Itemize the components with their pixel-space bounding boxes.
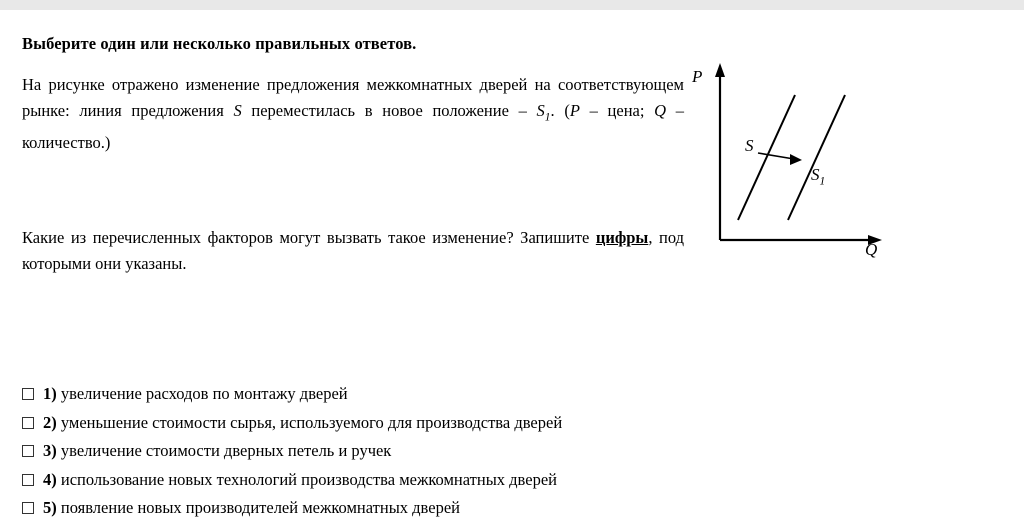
list-item[interactable] bbox=[22, 412, 722, 435]
option-label-1 bbox=[43, 383, 348, 405]
chart-y-axis-label: P bbox=[692, 67, 703, 86]
list-item[interactable] bbox=[22, 440, 722, 463]
option-text-4: использование новых технологий производства межкомнатных дверей bbox=[60, 469, 557, 489]
paragraph1-symbol-s: S bbox=[233, 101, 242, 120]
list-item[interactable] bbox=[22, 383, 722, 406]
chart-label-s1-base: S bbox=[811, 165, 820, 184]
paragraph1-text-part1: На рисунке отражено изменение предложения межкомнатных дверей на соответствующем рынке: линия предложения bbox=[22, 75, 684, 120]
option-number-3: 3) bbox=[43, 441, 57, 460]
option-label-4 bbox=[43, 469, 557, 491]
paragraph1-text-part2: переместилась в новое положение – bbox=[241, 101, 537, 120]
option-number-5: 5) bbox=[43, 498, 57, 517]
option-label-2 bbox=[43, 412, 562, 434]
paragraph2-text-part2: , под которыми они указаны. bbox=[22, 228, 684, 273]
paragraph1-symbol-p: P bbox=[569, 101, 580, 120]
task-instruction: Выберите один или несколько правильных ответов. bbox=[22, 34, 417, 53]
option-checkbox-4[interactable] bbox=[22, 474, 34, 486]
chart-label-s1-subscript: 1 bbox=[819, 175, 826, 188]
paragraph2-emphasis: цифры bbox=[595, 228, 649, 247]
paragraph1-text-part5: – количество.) bbox=[22, 101, 684, 153]
list-item[interactable] bbox=[22, 469, 722, 492]
paragraph1-symbol-s1: S bbox=[536, 101, 545, 120]
task-question-paragraph bbox=[22, 225, 684, 277]
option-text-5: появление новых производителей межкомнатных дверей bbox=[60, 498, 460, 517]
document-page bbox=[0, 10, 1024, 530]
list-item[interactable] bbox=[22, 497, 722, 520]
chart-label-s: S bbox=[745, 136, 754, 155]
supply-shift-chart bbox=[690, 55, 920, 275]
paragraph1-text-part4: – цена; bbox=[579, 101, 655, 120]
option-text-3: увеличение стоимости дверных петель и ручек bbox=[60, 441, 392, 460]
paragraph1-symbol-s1-subscript: 1 bbox=[544, 111, 551, 124]
option-number-1: 1) bbox=[43, 384, 57, 403]
paragraph2-text-part1: Какие из перечисленных факторов могут вызвать такое изменение? Запишите bbox=[22, 228, 596, 247]
option-text-2: уменьшение стоимости сырья, используемого для производства дверей bbox=[60, 412, 563, 432]
chart-label-s1 bbox=[811, 165, 825, 187]
option-label-3 bbox=[43, 440, 391, 462]
chart-shift-arrow-line bbox=[758, 153, 794, 159]
option-number-4: 4) bbox=[43, 469, 57, 489]
chart-shift-arrow-head bbox=[790, 154, 802, 165]
chart-y-axis-arrow bbox=[715, 63, 725, 77]
option-label-5 bbox=[43, 497, 460, 519]
paragraph1-symbol-q: Q bbox=[654, 101, 667, 120]
option-text-1: увеличение расходов по монтажу дверей bbox=[60, 384, 348, 403]
chart-x-axis-label: Q bbox=[865, 240, 878, 259]
option-checkbox-5[interactable] bbox=[22, 502, 34, 514]
option-checkbox-2[interactable] bbox=[22, 417, 34, 429]
paragraph1-text-part3: . ( bbox=[550, 101, 570, 120]
option-number-2: 2) bbox=[43, 412, 57, 432]
option-checkbox-1[interactable] bbox=[22, 388, 34, 400]
task-description-paragraph bbox=[22, 72, 684, 156]
option-checkbox-3[interactable] bbox=[22, 445, 34, 457]
answer-options-list bbox=[22, 383, 722, 526]
